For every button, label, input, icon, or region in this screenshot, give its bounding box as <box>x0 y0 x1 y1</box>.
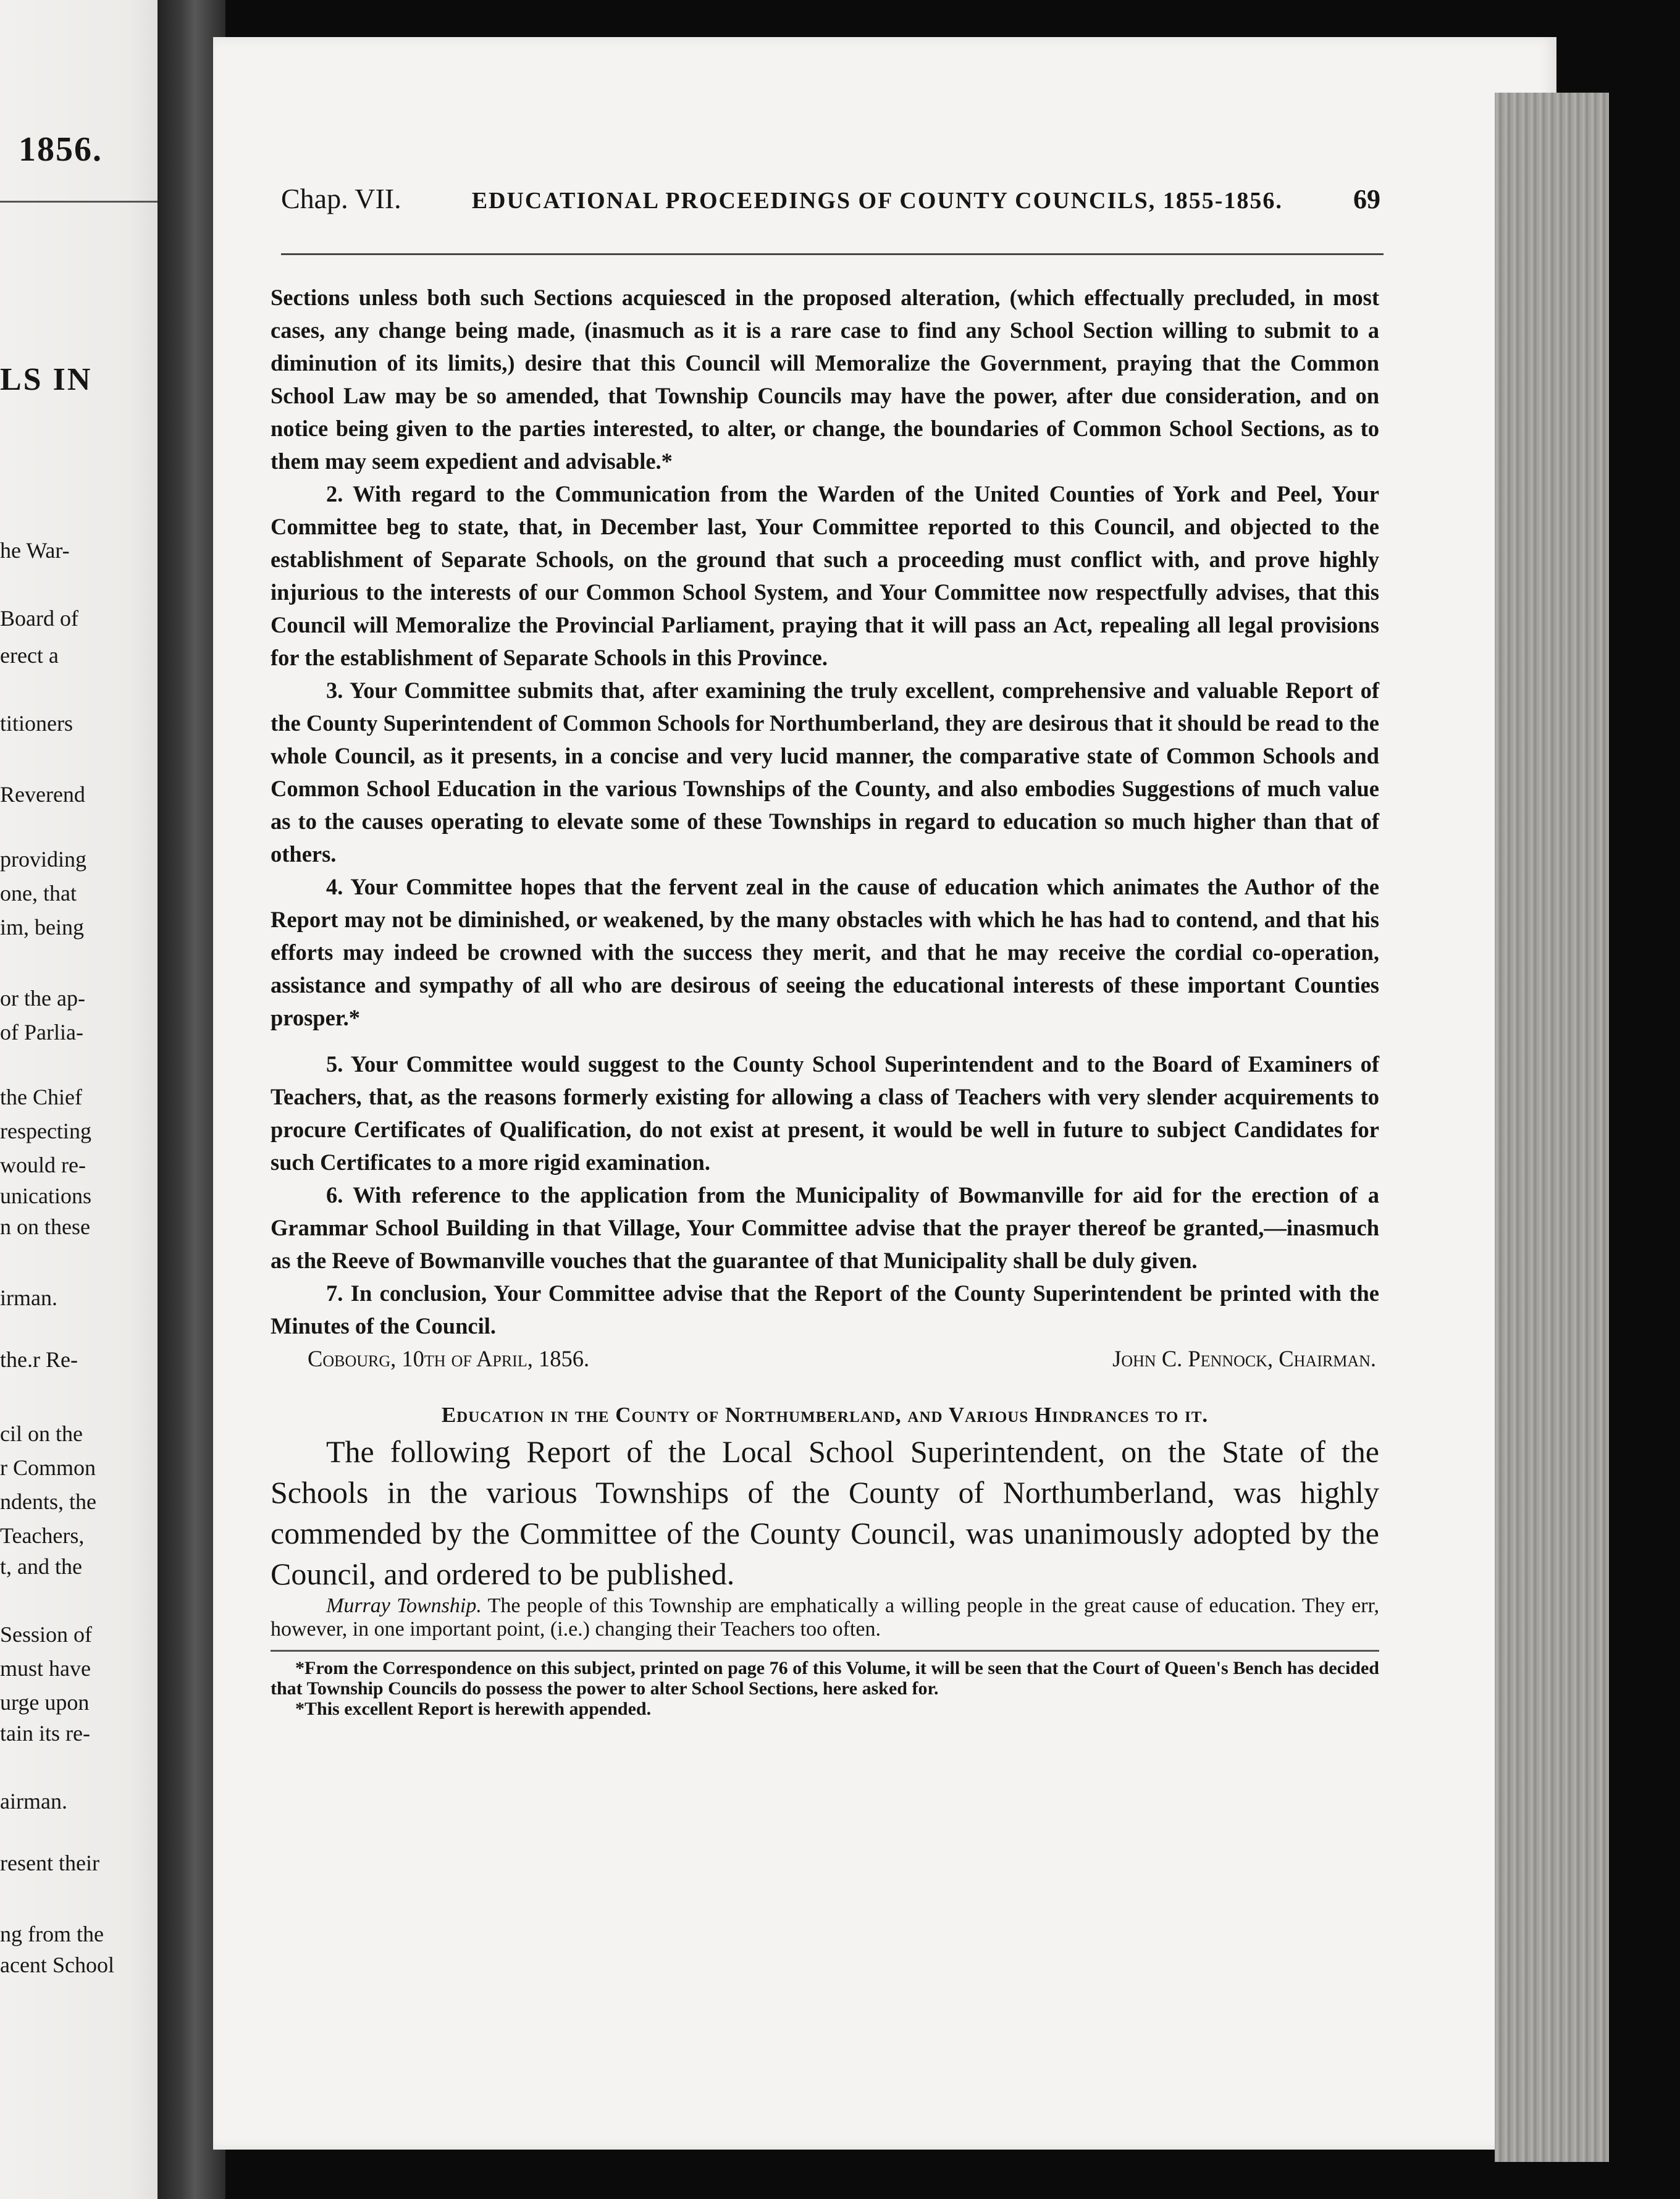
section-heading: Education in the County of Northumberland, and Various Hindrances to it. <box>441 1403 1209 1427</box>
page-number: 69 <box>1353 184 1380 214</box>
left-page-line: titioners <box>0 711 73 736</box>
left-page-line: respecting <box>0 1119 91 1143</box>
header-rule <box>281 253 1384 255</box>
left-page-line: resent their <box>0 1851 99 1875</box>
section-intro: The following Report of the Local School Superintendent, on the State of the Schools in the various Townships of the County of Northumberland, was highly commended by the Committee of the County Council, was unanimously adopted by the Council, and ordered to be published. <box>271 1434 1379 1591</box>
chapter-title: EDUCATIONAL PROCEEDINGS OF COUNTY COUNCILS, 1855-1856. <box>471 188 1283 214</box>
footnote-1: *From the Correspondence on this subject, printed on page 76 of this Volume, it will be seen that the Court of Queen's Bench has decided that Township Councils do possess the power to alter School Sections, here asked for. <box>271 1658 1379 1699</box>
running-header <box>281 182 1380 215</box>
paragraph-4: 4. Your Committee hopes that the fervent zeal in the cause of education which animates the Author of the Report may not be diminished, or weakened, by the many obstacles with which he has had to contend, and that his efforts may indeed be crowned with the success they merit, and that he may receive the cordial co-operation, assistance and sympathy of all who are desirous of seeing the educational interests of these important Counties prosper.* <box>271 874 1379 1030</box>
left-page-line: he War- <box>0 538 70 563</box>
left-page-line: n on these <box>0 1214 90 1239</box>
left-page-line: airman. <box>0 1789 67 1814</box>
left-page-line: Session of <box>0 1622 93 1647</box>
left-page-line: the Chief <box>0 1085 82 1109</box>
left-page-line: acent School <box>0 1953 114 1977</box>
left-page-line: the.r Re- <box>0 1347 78 1372</box>
left-page-line: ng from the <box>0 1922 104 1946</box>
left-page-line: r Common <box>0 1455 96 1480</box>
murray-township-text: The people of this Township are emphatically a willing people in the great cause of education. They err, however, in one important point, (i.e.) changing their Teachers too often. <box>271 1594 1379 1641</box>
footnotes <box>271 1658 1379 1719</box>
paragraph-6: 6. With reference to the application from the Municipality of Bowmanville for aid for the erection of a Grammar School Building in that Village, Your Committee advise that the prayer thereof be granted,—inasmuch as the Reeve of Bowmanville vouches that the guarantee of that Municipality shall be duly given. <box>271 1182 1379 1273</box>
signature-place-date: Cobourg, 10th of April, 1856. <box>308 1346 590 1371</box>
left-page-line: urge upon <box>0 1690 90 1715</box>
paragraph-2: 2. With regard to the Communication from the Warden of the United Counties of York and Peel, Your Committee beg to state, that, in December last, Your Committee reported to this Council, and objected to the establishment of Separate Schools, on the ground that such a proceeding must conflict with, and prove highly injurious to the interests of our Common School System, and Your Committee now respectfully advises, that this Council will Memoralize the Provincial Parliament, praying that it will pass an Act, repealing all legal provisions for the establishment of Separate Schools in this Province. <box>271 481 1379 670</box>
left-page-line: must have <box>0 1656 91 1681</box>
paragraph-5: 5. Your Committee would suggest to the County School Superintendent and to the Board of Examiners of Teachers, that, as the reasons formerly existing for allowing a class of Teachers with very slender acquirements to procure Certificates of Qualification, do not exist at present, it would be well in future to subject Candidates for such Certificates to a more rigid examination. <box>271 1051 1379 1175</box>
signature-line <box>271 1342 1379 1375</box>
left-page-line: Board of <box>0 606 78 631</box>
page-stack-edge <box>1495 93 1609 2162</box>
page-body <box>271 281 1379 1719</box>
left-page-line: unications <box>0 1184 91 1208</box>
signature-name: John C. Pennock, Chairman. <box>1112 1346 1376 1371</box>
left-page-line: irman. <box>0 1285 57 1310</box>
murray-township-paragraph <box>271 1594 1379 1641</box>
paragraph-7: 7. In conclusion, Your Committee advise that the Report of the County Superintendent be printed with the Minutes of the Council. <box>271 1280 1379 1339</box>
left-page-line: erect a <box>0 643 59 668</box>
left-page-line: or the ap- <box>0 986 85 1011</box>
left-page-rule <box>0 201 161 203</box>
footnote-rule <box>271 1650 1379 1652</box>
left-page-heading: LS IN <box>0 362 93 397</box>
left-page-line: im, being <box>0 915 84 940</box>
murray-township-label: Murray Township. <box>326 1594 482 1617</box>
left-page-line: Reverend <box>0 782 85 807</box>
footnote-2: *This excellent Report is herewith appended. <box>295 1699 652 1719</box>
left-page-line: tain its re- <box>0 1721 90 1746</box>
left-page-year: 1856. <box>19 130 103 169</box>
left-page-line: of Parlia- <box>0 1020 83 1045</box>
left-page-line: providing <box>0 847 86 872</box>
paragraph-3: 3. Your Committee submits that, after examining the truly excellent, comprehensive and valuable Report of the County Superintendent of Common Schools for Northumberland, they are desirous that it should be read to the whole Council, as it presents, in a concise and very lucid manner, the comparative state of Common Schools and Common School Education in the various Townships of the County, and also embodies Suggestions of much value as to the causes operating to elevate some of these Townships in regard to education so much higher than that of others. <box>271 678 1379 867</box>
left-page-line: Teachers, <box>0 1523 85 1548</box>
chapter-label: Chap. VII. <box>281 183 401 214</box>
left-page-line: one, that <box>0 881 77 906</box>
left-page-line: t, and the <box>0 1554 82 1579</box>
left-page-line: cil on the <box>0 1421 83 1446</box>
paragraph-continuation: Sections unless both such Sections acquiesced in the proposed alteration, (which effectually precluded, in most cases, any change being made, (inasmuch as it is a rare case to find any School Section willing to submit to a diminution of its limits,) desire that this Council will Memoralize the Government, praying that the Common School Law may be so amended, that Township Councils may have the power, after due consideration, and on notice being given to the parties interested, to alter, or change, the boundaries of Common School Sections, as to them may seem expedient and advisable.* <box>271 285 1379 474</box>
left-page-line: ndents, the <box>0 1489 96 1514</box>
left-page-line: would re- <box>0 1153 86 1177</box>
